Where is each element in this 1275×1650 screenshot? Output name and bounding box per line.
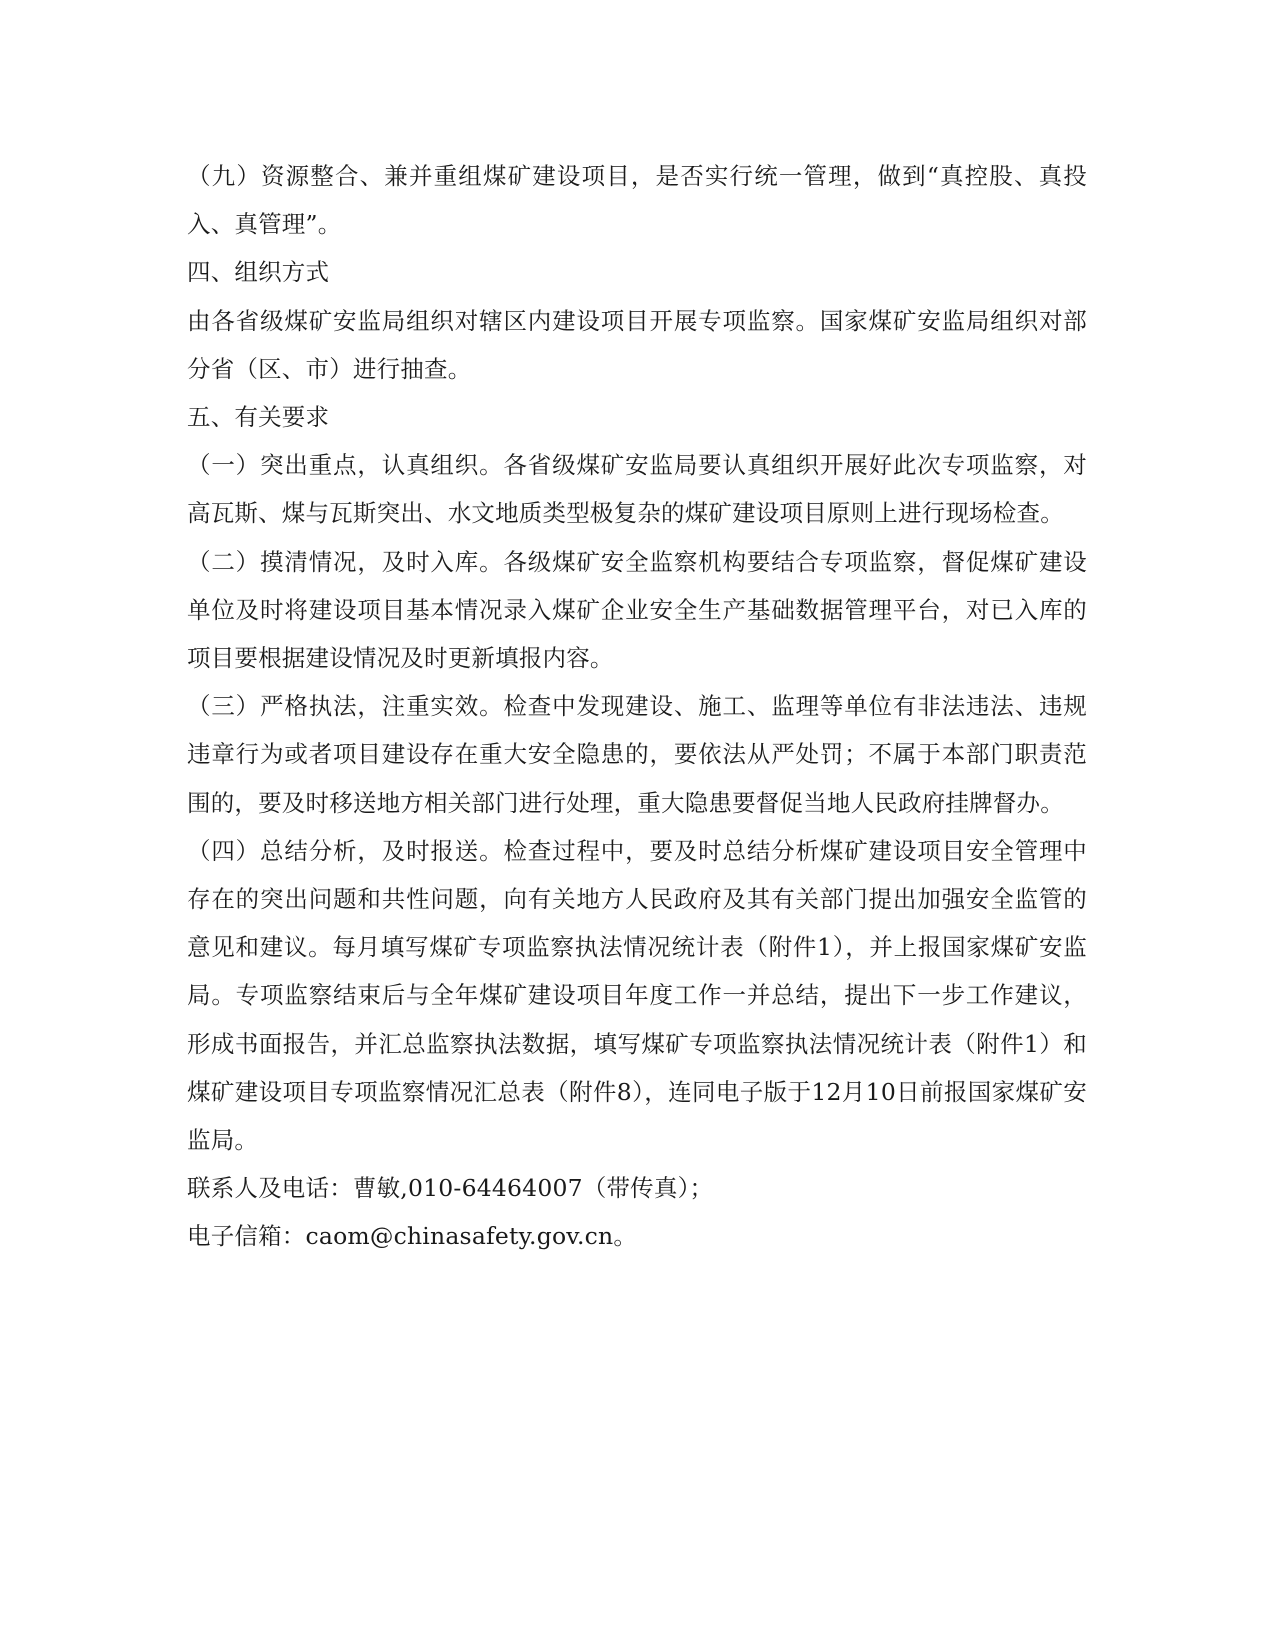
heading-requirements: 五、有关要求 [187,403,330,432]
paragraph-requirement-1: （一）突出重点，认真组织。各省级煤矿安监局要认真组织开展好此次专项监察，对高瓦斯、煤与瓦斯突出、水文地质类型极复杂的煤矿建设项目原则上进行现场检查。 [187,451,1087,528]
heading-organization-method: 四、组织方式 [187,258,330,287]
paragraph-resource-integration: （九）资源整合、兼并重组煤矿建设项目，是否实行统一管理，做到“真控股、真投入、真管理”。 [187,162,1087,239]
paragraph-requirement-3: （三）严格执法，注重实效。检查中发现建设、施工、监理等单位有非法违法、违规违章行为或者项目建设存在重大安全隐患的，要依法从严处罚；不属于本部门职责范围的，要及时移送地方相关部门进行处理，重大隐患要督促当地人民政府挂牌督办。 [187,692,1087,817]
paragraph-organization: 由各省级煤矿安监局组织对辖区内建设项目开展专项监察。国家煤矿安监局组织对部分省（区、市）进行抽查。 [187,306,1087,383]
paragraph-requirement-4: （四）总结分析，及时报送。检查过程中，要及时总结分析煤矿建设项目安全管理中存在的突出问题和共性问题，向有关地方人民政府及其有关部门提出加强安全监管的意见和建议。每月填写煤矿专项监察执法情况统计表（附件1），并上报国家煤矿安监局。专项监察结束后与全年煤矿建设项目年度工作一并总结，提出下一步工作建议，形成书面报告，并汇总监察执法数据，填写煤矿专项监察执法情况统计表（附件1）和煤矿建设项目专项监察情况汇总表（附件8），连同电子版于12月10日前报国家煤矿安监局。 [187,836,1087,1155]
contact-phone: 联系人及电话：曹敏,010-64464007（带传真）； [187,1174,714,1203]
document-body [187,152,1087,1261]
paragraph-requirement-2: （二）摸清情况，及时入库。各级煤矿安全监察机构要结合专项监察，督促煤矿建设单位及时将建设项目基本情况录入煤矿企业安全生产基础数据管理平台，对已入库的项目要根据建设情况及时更新填报内容。 [187,547,1087,673]
contact-email: 电子信箱：caom@chinasafety.gov.cn。 [187,1222,638,1251]
